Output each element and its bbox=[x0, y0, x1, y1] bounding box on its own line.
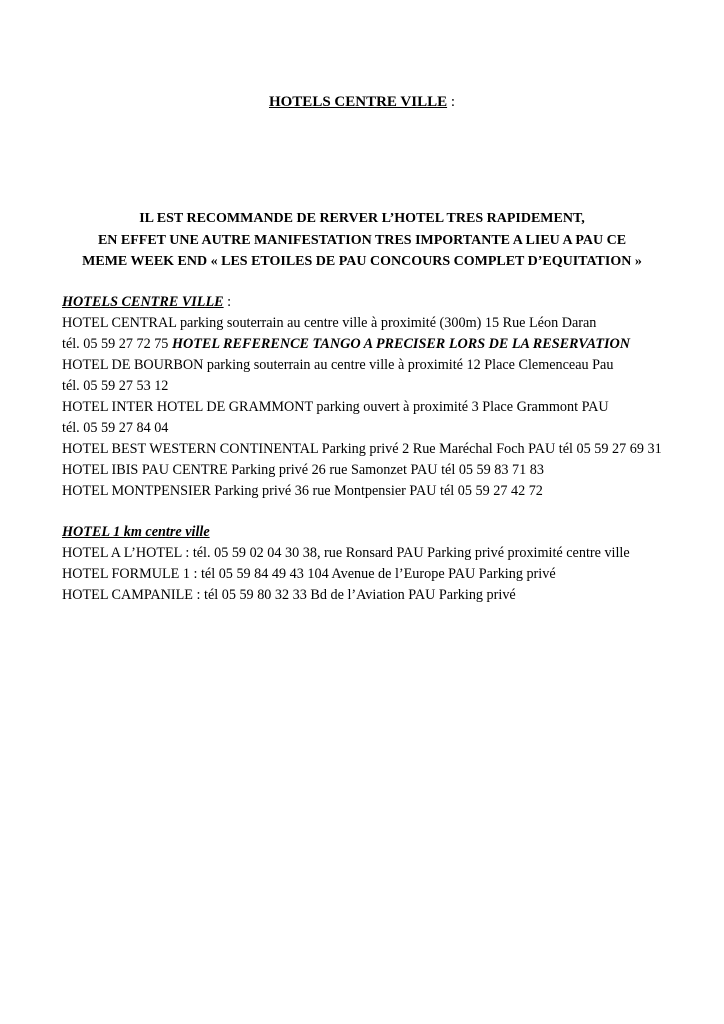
hotel-central-tel-line bbox=[62, 334, 702, 355]
hotel-bourbon-line: HOTEL DE BOURBON parking souterrain au centre ville à proximité 12 Place Clemenceau Pau bbox=[62, 357, 614, 373]
hotel-formule-1-line: HOTEL FORMULE 1 : tél 05 59 84 49 43 104 Avenue de l’Europe PAU Parking privé bbox=[62, 566, 556, 582]
section-heading-centre-ville bbox=[62, 292, 702, 313]
section-heading-1km bbox=[62, 522, 702, 543]
hotel-ibis-line: HOTEL IBIS PAU CENTRE Parking privé 26 rue Samonzet PAU tél 05 59 83 71 83 bbox=[62, 462, 544, 478]
page-title bbox=[0, 92, 724, 112]
notice-line-1: IL EST RECOMMANDE DE RERVER L’HOTEL TRES RAPIDEMENT, bbox=[139, 211, 585, 226]
hotel-montpensier-line: HOTEL MONTPENSIER Parking privé 36 rue Montpensier PAU tél 05 59 27 42 72 bbox=[62, 483, 543, 499]
section-1km-centre-ville bbox=[62, 522, 702, 606]
hotel-campanile-line: HOTEL CAMPANILE : tél 05 59 80 32 33 Bd de l’Aviation PAU Parking privé bbox=[62, 587, 516, 603]
hotel-grammont-tel: tél. 05 59 27 84 04 bbox=[62, 420, 169, 436]
hotel-grammont-line: HOTEL INTER HOTEL DE GRAMMONT parking ouvert à proximité 3 Place Grammont PAU bbox=[62, 399, 609, 415]
section-centre-ville bbox=[62, 292, 702, 502]
booking-notice bbox=[40, 208, 684, 273]
hotel-a-l-hotel-line: HOTEL A L’HOTEL : tél. 05 59 02 04 30 38, rue Ronsard PAU Parking privé proximité centre ville bbox=[62, 545, 630, 561]
section-heading-suffix: : bbox=[223, 294, 232, 310]
section-heading-1km-text: HOTEL 1 km centre ville bbox=[62, 524, 210, 540]
hotel-central-line: HOTEL CENTRAL parking souterrain au centre ville à proximité (300m) 15 Rue Léon Daran bbox=[62, 315, 597, 331]
hotel-continental-line: HOTEL BEST WESTERN CONTINENTAL Parking privé 2 Rue Maréchal Foch PAU tél 05 59 27 69 31 bbox=[62, 441, 662, 457]
notice-line-2: EN EFFET UNE AUTRE MANIFESTATION TRES IMPORTANTE A LIEU A PAU CE bbox=[97, 232, 627, 248]
page-title-text: HOTELS CENTRE VILLE bbox=[268, 94, 448, 110]
notice-line-3: MEME WEEK END « LES ETOILES DE PAU CONCOURS COMPLET D’EQUITATION » bbox=[82, 254, 642, 269]
section-heading-text: HOTELS CENTRE VILLE bbox=[62, 294, 224, 310]
page-title-suffix: : bbox=[447, 94, 456, 110]
hotel-bourbon-tel: tél. 05 59 27 53 12 bbox=[62, 378, 169, 394]
hotel-central-reference-note: HOTEL REFERENCE TANGO A PRECISER LORS DE LA RESERVATION bbox=[171, 336, 631, 352]
hotel-central-tel: tél. 05 59 27 72 75 bbox=[62, 336, 172, 352]
